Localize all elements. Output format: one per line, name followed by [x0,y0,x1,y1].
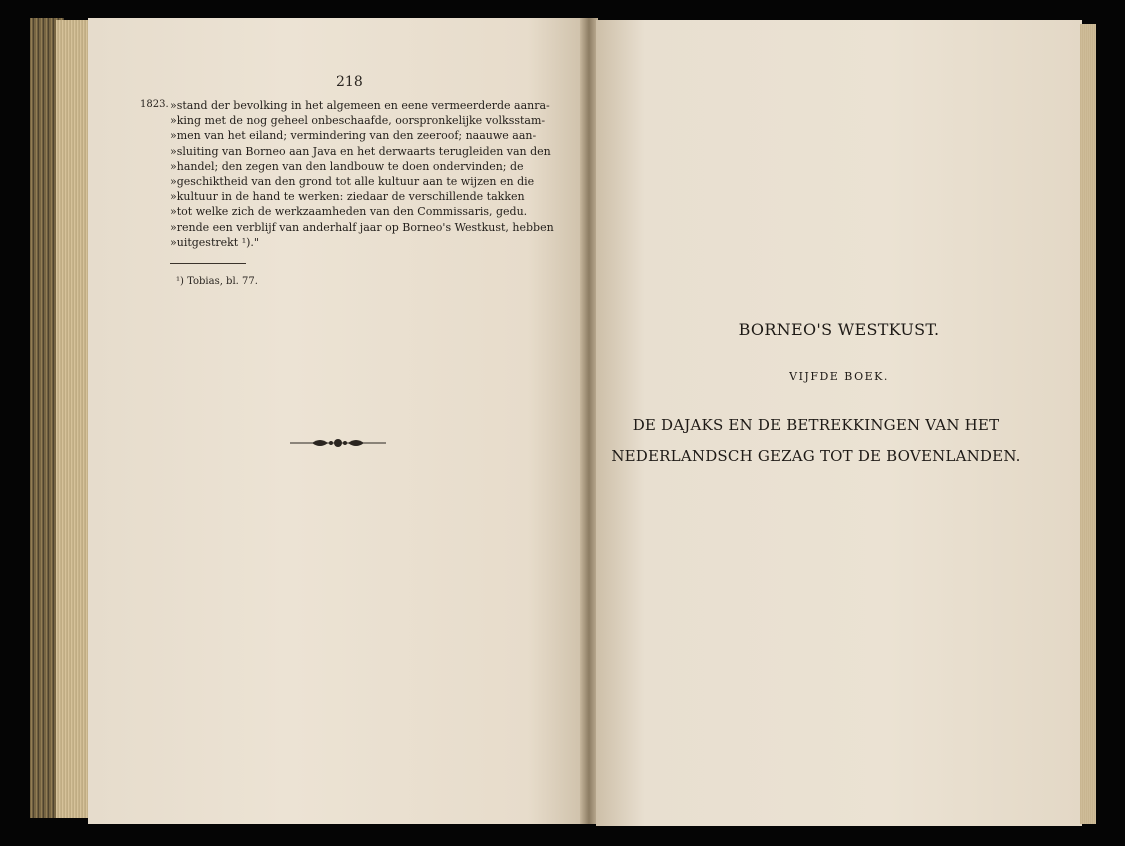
body-text [170,98,560,250]
book-subtitle: VIJFDE BOEK. [789,370,889,383]
page-number: 218 [336,74,363,90]
body-line: »king met de nog geheel onbeschaafde, oorspronkelijke volksstam- [170,114,546,128]
ornament-divider-icon [290,436,386,450]
page-edges-right [1080,24,1096,824]
body-line: »tot welke zich de werkzaamheden van den Commissaris, gedu. [170,205,528,219]
book-title: BORNEO'S WESTKUST. [738,320,940,339]
body-line: »rende een verblijf van anderhalf jaar op Borneo's Westkust, hebben [170,220,554,234]
footnote: ¹) Tobias, bl. 77. [176,276,258,287]
body-line: »sluiting van Borneo aan Java en het derwaarts terugleiden van den [170,144,551,158]
body-line: »geschiktheid van den grond tot alle kultuur aan te wijzen en die [170,175,535,189]
body-line: »stand der bevolking in het algemeen en eene vermeerderde aanra- [170,99,550,112]
body-line: »handel; den zegen van den landbouw te doen ondervinden; de [170,159,524,173]
body-line: »uitgestrekt ¹)." [170,235,259,249]
margin-year-note: 1823. [140,99,169,110]
body-line: »men van het eiland; vermindering van den zeeroof; naauwe aan- [170,129,537,143]
chapter-title: DE DAJAKS EN DE BETREKKINGEN VAN HET NEDERLANDSCH GEZAG TOT DE BOVENLANDEN. [611,416,1021,465]
page-edges-left [56,20,90,818]
footnote-divider [170,263,246,264]
body-line: »kultuur in de hand te werken: ziedaar de verschillende takken [170,190,525,204]
